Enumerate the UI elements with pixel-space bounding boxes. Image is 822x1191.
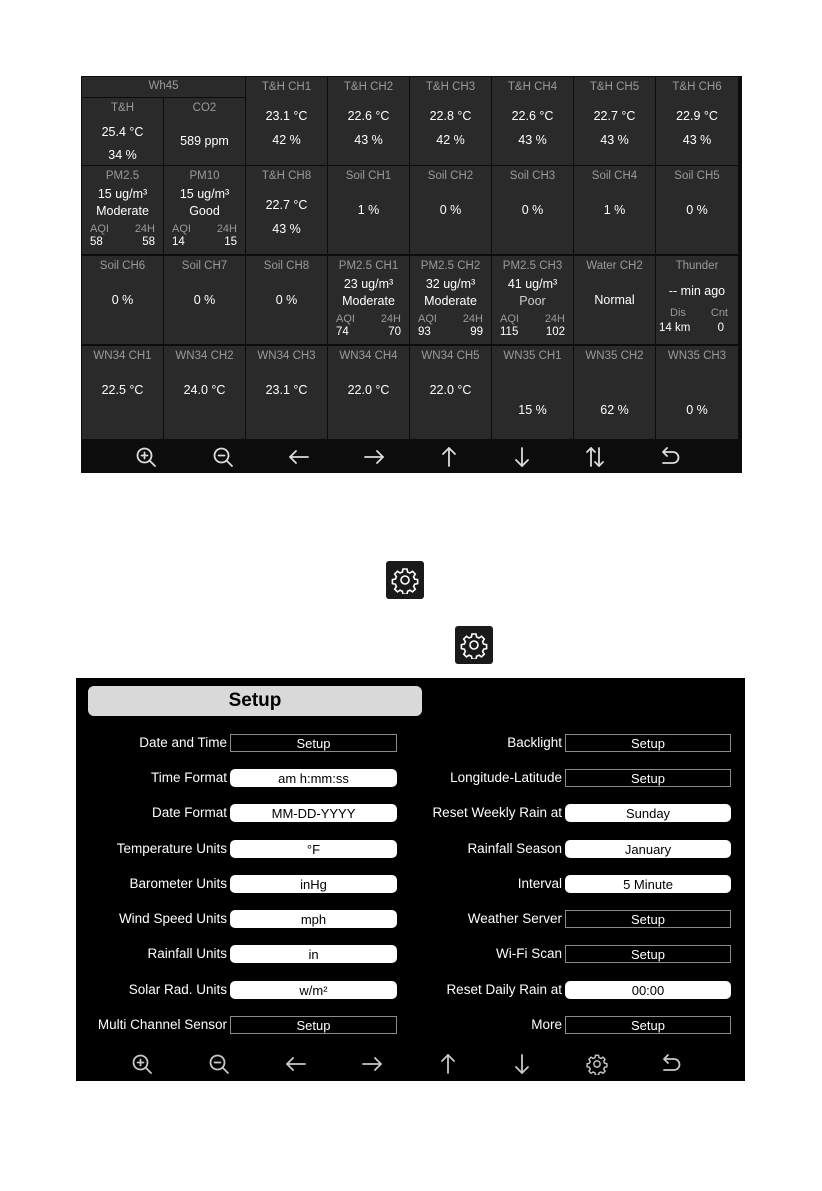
thunder-dis-value: 14 km xyxy=(659,322,691,334)
pm25-ch2-value: 32 ug/m³ xyxy=(425,277,476,291)
soil-ch5-value: 0 % xyxy=(686,203,708,217)
time-format-label: Time Format xyxy=(150,770,227,785)
arrow-up-icon xyxy=(438,445,460,469)
zoom-out-icon xyxy=(212,446,234,468)
wn34-ch2-label: WN34 CH2 xyxy=(175,350,234,362)
left-button[interactable] xyxy=(279,440,319,473)
aqi-value: 115 xyxy=(500,326,519,338)
pm25-ch3-value: 41 ug/m³ xyxy=(507,277,558,291)
zoom-in-icon xyxy=(131,1053,153,1075)
wn35-ch2-cell[interactable] xyxy=(574,346,655,439)
wifi-scan-label: Wi-Fi Scan xyxy=(495,946,562,961)
soil-ch4-label: Soil CH4 xyxy=(591,170,638,182)
arrow-left-icon xyxy=(284,1053,308,1075)
swap-vertical-icon xyxy=(583,445,607,469)
th-ch5-hum: 43 % xyxy=(600,133,629,147)
wn35-ch3-value: 0 % xyxy=(686,403,708,417)
backlight-label: Backlight xyxy=(507,735,562,750)
th-ch2-cell[interactable] xyxy=(328,77,409,165)
wn34-ch3-value: 23.1 °C xyxy=(265,383,308,397)
solar-rad-units-label: Solar Rad. Units xyxy=(128,982,227,997)
th-ch4-label: T&H CH4 xyxy=(507,81,558,93)
24h-value: 102 xyxy=(545,326,565,338)
thunder-cell[interactable] xyxy=(656,256,738,344)
soil-ch6-cell[interactable] xyxy=(82,256,163,344)
soil-ch8-value: 0 % xyxy=(275,293,298,307)
th-ch5-label: T&H CH5 xyxy=(589,81,640,93)
soil-ch6-label: Soil CH6 xyxy=(99,260,146,272)
rainfall-season-select[interactable]: January xyxy=(565,840,731,858)
aqi-label: AQI xyxy=(172,223,191,235)
reset-daily-rain-select[interactable]: 00:00 xyxy=(565,981,731,999)
gear-icon xyxy=(386,561,424,599)
soil-ch3-label: Soil CH3 xyxy=(509,170,556,182)
wind-speed-units-label: Wind Speed Units xyxy=(118,911,227,926)
soil-ch1-cell[interactable] xyxy=(328,166,409,254)
right-button[interactable] xyxy=(352,1046,392,1081)
wh45-th-label: T&H xyxy=(111,102,134,114)
wind-speed-units-select[interactable]: mph xyxy=(230,910,397,928)
wh45-pm10-status: Good xyxy=(189,204,220,218)
pm25-ch1-label: PM2.5 CH1 xyxy=(338,260,399,272)
aqi-label: AQI xyxy=(418,313,437,325)
th-ch4-cell[interactable] xyxy=(492,77,573,165)
date-format-select[interactable]: MM-DD-YYYY xyxy=(230,804,397,822)
th-ch2-hum: 43 % xyxy=(354,133,383,147)
zoom-in-button[interactable] xyxy=(122,1046,162,1081)
swap-button[interactable] xyxy=(575,440,615,473)
wh45-header-cell[interactable] xyxy=(82,77,245,97)
soil-ch2-cell[interactable] xyxy=(410,166,491,254)
wn35-ch1-value: 15 % xyxy=(518,403,547,417)
backlight-setup-button[interactable]: Setup xyxy=(565,734,731,752)
24h-value: 58 xyxy=(142,236,155,248)
weather-server-label: Weather Server xyxy=(467,911,562,926)
reset-weekly-rain-label: Reset Weekly Rain at xyxy=(432,805,562,820)
setup-title: Setup xyxy=(88,686,422,716)
solar-rad-units-select[interactable]: w/m² xyxy=(230,981,397,999)
24h-value: 15 xyxy=(224,236,237,248)
thunder-dis-label: Dis xyxy=(670,307,686,319)
24h-value: 99 xyxy=(470,326,483,338)
wn34-ch5-label: WN34 CH5 xyxy=(421,350,480,362)
aqi-value: 74 xyxy=(336,326,349,338)
th-ch4-temp: 22.6 °C xyxy=(511,109,554,123)
aqi-label: AQI xyxy=(336,313,355,325)
24h-value: 70 xyxy=(388,326,401,338)
weather-server-setup-button[interactable]: Setup xyxy=(565,910,731,928)
th-ch8-cell[interactable] xyxy=(246,166,327,254)
aqi-label: AQI xyxy=(500,313,519,325)
wn34-ch2-cell[interactable] xyxy=(164,346,245,439)
th-ch6-hum: 43 % xyxy=(682,133,712,147)
wh45-co2-cell[interactable] xyxy=(164,98,245,165)
pm25-ch3-status: Poor xyxy=(519,294,546,308)
th-ch8-label: T&H CH8 xyxy=(261,170,312,182)
wh45-pm25-label: PM2.5 xyxy=(105,170,140,182)
return-icon xyxy=(659,1053,683,1075)
rainfall-season-label: Rainfall Season xyxy=(467,841,562,856)
interval-label: Interval xyxy=(517,876,562,891)
arrow-left-icon xyxy=(287,446,311,468)
wh45-co2-value: 589 ppm xyxy=(180,134,229,148)
th-ch6-cell[interactable] xyxy=(656,77,738,165)
th-ch2-label: T&H CH2 xyxy=(343,81,394,93)
zoom-out-button[interactable] xyxy=(203,440,243,473)
gear-icon-glyph xyxy=(460,631,488,659)
wn34-ch4-label: WN34 CH4 xyxy=(339,350,398,362)
wn35-ch2-label: WN35 CH2 xyxy=(585,350,644,362)
soil-ch7-label: Soil CH7 xyxy=(181,260,228,272)
th-ch2-temp: 22.6 °C xyxy=(347,109,390,123)
wn34-ch4-cell[interactable] xyxy=(328,346,409,439)
soil-ch3-cell[interactable] xyxy=(492,166,573,254)
barometer-units-select[interactable]: inHg xyxy=(230,875,397,893)
date-and-time-label: Date and Time xyxy=(139,735,227,750)
soil-ch2-label: Soil CH2 xyxy=(427,170,474,182)
th-ch5-temp: 22.7 °C xyxy=(593,109,636,123)
24h-label: 24H xyxy=(462,313,483,325)
wn35-ch1-label: WN35 CH1 xyxy=(503,350,562,362)
wn34-ch1-label: WN34 CH1 xyxy=(93,350,152,362)
aqi-value: 93 xyxy=(418,326,431,338)
th-ch8-hum: 43 % xyxy=(272,222,301,236)
soil-ch1-label: Soil CH1 xyxy=(345,170,392,182)
soil-ch4-value: 1 % xyxy=(603,203,626,217)
wh45-co2-label: CO2 xyxy=(192,102,217,114)
th-ch1-label: T&H CH1 xyxy=(261,81,312,93)
arrow-right-icon xyxy=(362,446,386,468)
return-button[interactable] xyxy=(651,1046,691,1081)
wh45-pm10-value: 15 ug/m³ xyxy=(179,187,230,201)
thunder-label: Thunder xyxy=(675,260,719,272)
up-button[interactable] xyxy=(428,1046,468,1081)
soil-ch8-cell[interactable] xyxy=(246,256,327,344)
soil-ch5-cell[interactable] xyxy=(656,166,738,254)
wh45-pm10-cell[interactable] xyxy=(164,166,245,254)
wh45-th-temp: 25.4 °C xyxy=(101,125,144,139)
wifi-scan-setup-button[interactable]: Setup xyxy=(565,945,731,963)
return-button[interactable] xyxy=(650,440,690,473)
time-format-select[interactable]: am h:mm:ss xyxy=(230,769,397,787)
temperature-units-select[interactable]: °F xyxy=(230,840,397,858)
wh45-th-cell[interactable] xyxy=(82,98,163,165)
pm25-ch1-cell[interactable] xyxy=(328,256,409,344)
wn34-ch1-cell[interactable] xyxy=(82,346,163,439)
gear-icon-glyph xyxy=(391,566,419,594)
reset-daily-rain-label: Reset Daily Rain at xyxy=(446,982,562,997)
soil-ch4-cell[interactable] xyxy=(574,166,655,254)
th-ch1-hum: 42 % xyxy=(272,133,301,147)
wn34-ch5-cell[interactable] xyxy=(410,346,491,439)
th-ch1-temp: 23.1 °C xyxy=(265,109,308,123)
zoom-out-button[interactable] xyxy=(199,1046,239,1081)
pm25-ch2-label: PM2.5 CH2 xyxy=(420,260,481,272)
rainfall-units-select[interactable]: in xyxy=(230,945,397,963)
longitude-latitude-label: Longitude-Latitude xyxy=(450,770,562,785)
wn34-ch5-value: 22.0 °C xyxy=(429,383,472,397)
24h-label: 24H xyxy=(216,223,237,235)
arrow-right-icon xyxy=(360,1053,384,1075)
barometer-units-label: Barometer Units xyxy=(129,876,227,891)
wh45-header: Wh45 xyxy=(148,80,179,92)
setup-screen xyxy=(76,678,745,1081)
gear-icon xyxy=(455,626,493,664)
aqi-value: 14 xyxy=(172,236,185,248)
wn34-ch3-cell[interactable] xyxy=(246,346,327,439)
arrow-up-icon xyxy=(437,1052,459,1076)
water-ch2-value: Normal xyxy=(594,293,635,307)
soil-ch1-value: 1 % xyxy=(357,203,380,217)
return-icon xyxy=(658,446,682,468)
wh45-pm25-value: 15 ug/m³ xyxy=(97,187,148,201)
more-label: More xyxy=(531,1017,562,1032)
aqi-value: 58 xyxy=(90,236,103,248)
soil-ch8-label: Soil CH8 xyxy=(263,260,310,272)
gear-icon xyxy=(586,1053,608,1075)
pm25-ch3-label: PM2.5 CH3 xyxy=(502,260,563,272)
wn34-ch3-label: WN34 CH3 xyxy=(257,350,316,362)
wn34-ch2-value: 24.0 °C xyxy=(183,383,226,397)
multi-channel-sensor-setup-button[interactable]: Setup xyxy=(230,1016,397,1034)
multi-channel-sensor-label: Multi Channel Sensor xyxy=(97,1017,227,1032)
settings-button[interactable] xyxy=(577,1046,617,1081)
zoom-out-icon xyxy=(208,1053,230,1075)
date-format-label: Date Format xyxy=(151,805,227,820)
th-ch3-label: T&H CH3 xyxy=(425,81,476,93)
soil-ch6-value: 0 % xyxy=(111,293,134,307)
thunder-cnt-value: 0 xyxy=(717,322,724,334)
wh45-pm10-label: PM10 xyxy=(189,170,220,182)
left-button[interactable] xyxy=(276,1046,316,1081)
th-ch3-hum: 42 % xyxy=(436,133,465,147)
reset-weekly-rain-select[interactable]: Sunday xyxy=(565,804,731,822)
soil-ch5-label: Soil CH5 xyxy=(674,170,720,182)
wn35-ch3-label: WN35 CH3 xyxy=(667,350,727,362)
wn34-ch4-value: 22.0 °C xyxy=(347,383,390,397)
setup-toolbar xyxy=(76,1046,745,1081)
wh45-th-hum: 34 % xyxy=(108,148,137,162)
th-ch1-cell[interactable] xyxy=(246,77,327,165)
pm25-ch2-cell[interactable] xyxy=(410,256,491,344)
wh45-pm25-cell[interactable] xyxy=(82,166,163,254)
down-button[interactable] xyxy=(502,1046,542,1081)
sensor-grid-screen xyxy=(81,76,742,473)
temperature-units-label: Temperature Units xyxy=(116,841,227,856)
soil-ch3-value: 0 % xyxy=(521,203,544,217)
water-ch2-label: Water CH2 xyxy=(586,260,643,272)
24h-label: 24H xyxy=(380,313,401,325)
down-button[interactable] xyxy=(502,440,542,473)
grid-toolbar xyxy=(81,440,742,473)
pm25-ch1-value: 23 ug/m³ xyxy=(343,277,394,291)
date-and-time-setup-button[interactable]: Setup xyxy=(230,734,397,752)
wn35-ch3-cell[interactable] xyxy=(656,346,738,439)
24h-label: 24H xyxy=(134,223,155,235)
rainfall-units-label: Rainfall Units xyxy=(147,946,227,961)
up-button[interactable] xyxy=(429,440,469,473)
th-ch6-temp: 22.9 °C xyxy=(676,109,718,123)
arrow-down-icon xyxy=(511,1052,533,1076)
wn34-ch1-value: 22.5 °C xyxy=(101,383,144,397)
th-ch3-cell[interactable] xyxy=(410,77,491,165)
soil-ch7-value: 0 % xyxy=(193,293,216,307)
thunder-ago: -- min ago xyxy=(668,284,726,298)
th-ch6-label: T&H CH6 xyxy=(672,81,722,93)
right-button[interactable] xyxy=(354,440,394,473)
zoom-in-button[interactable] xyxy=(126,440,166,473)
th-ch5-cell[interactable] xyxy=(574,77,655,165)
wn35-ch2-value: 62 % xyxy=(600,403,629,417)
24h-label: 24H xyxy=(544,313,565,325)
th-ch8-temp: 22.7 °C xyxy=(265,198,308,212)
arrow-down-icon xyxy=(511,445,533,469)
thunder-cnt-label: Cnt xyxy=(710,307,728,319)
water-ch2-cell[interactable] xyxy=(574,256,655,344)
more-setup-button[interactable]: Setup xyxy=(565,1016,731,1034)
wn35-ch1-cell[interactable] xyxy=(492,346,573,439)
pm25-ch1-status: Moderate xyxy=(342,294,395,308)
aqi-label: AQI xyxy=(90,223,109,235)
interval-select[interactable]: 5 Minute xyxy=(565,875,731,893)
th-ch3-temp: 22.8 °C xyxy=(429,109,472,123)
soil-ch7-cell[interactable] xyxy=(164,256,245,344)
pm25-ch3-cell[interactable] xyxy=(492,256,573,344)
pm25-ch2-status: Moderate xyxy=(424,294,477,308)
wh45-pm25-status: Moderate xyxy=(96,204,149,218)
zoom-in-icon xyxy=(135,446,157,468)
soil-ch2-value: 0 % xyxy=(439,203,462,217)
th-ch4-hum: 43 % xyxy=(518,133,547,147)
longitude-latitude-setup-button[interactable]: Setup xyxy=(565,769,731,787)
